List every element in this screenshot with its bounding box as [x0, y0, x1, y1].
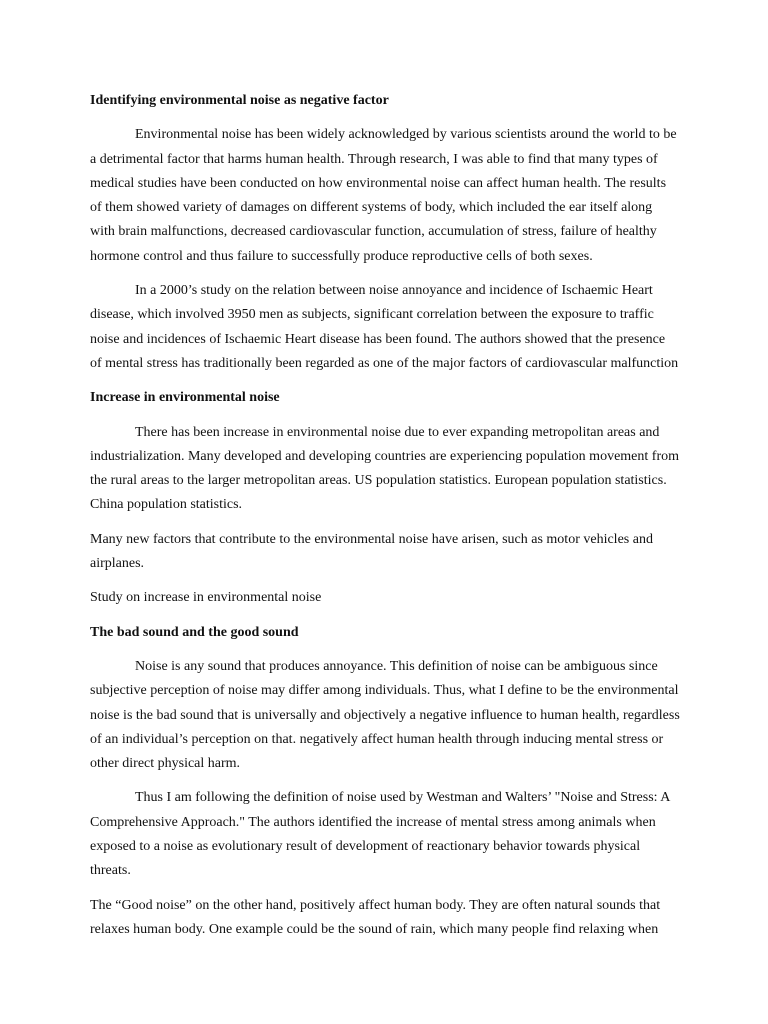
body-paragraph: Environmental noise has been widely acknowledged by various scientists around the world to be a detrimental factor that harms human health. Through research, I was able to find that many types of medical studies have been conducted on how environmental noise can affect human health. The results of them showed variety of damages on different systems of body, which included the ear itself along with brain malfunctions, decreased cardiovascular function, accumulation of stress, failure of healthy hormone control and thus failure to successfully produce reproductive cells of both sexes.: [90, 127, 677, 264]
body-paragraph: Study on increase in environmental noise: [90, 590, 322, 606]
body-paragraph: Noise is any sound that produces annoyance. This definition of noise can be ambiguous since subjective perception of noise may differ among individuals. Thus, what I define to be the environmental noise is the bad sound that is universally and objectively a negative influence to human health, regardless of an individual’s perception on that. negatively affect human health through inducing mental stress or other direct physical harm.: [90, 658, 680, 772]
body-paragraph: There has been increase in environmental noise due to ever expanding metropolitan areas and industrialization. Many developed and developing countries are experiencing population movement from the rural areas to the larger metropolitan areas. US population statistics. European population statistics. China population statistics.: [90, 424, 679, 513]
body-paragraph: Thus I am following the definition of noise used by Westman and Walters’ "Noise and Stress: A Comprehensive Approach." The authors identified the increase of mental stress among animals when exposed to a noise as evolutionary result of development of reactionary behavior towards physical threats.: [90, 790, 670, 879]
body-paragraph: Many new factors that contribute to the environmental noise have arisen, such as motor vehicles and airplanes.: [90, 531, 653, 572]
section-heading: Increase in environmental noise: [90, 390, 280, 406]
body-paragraph: In a 2000’s study on the relation between noise annoyance and incidence of Ischaemic Heart disease, which involved 3950 men as subjects, significant correlation between the exposure to traffic noise and incidences of Ischaemic Heart disease has been found. The authors showed that the presence of mental stress has traditionally been regarded as one of the major factors of cardiovascular malfunction: [90, 283, 679, 371]
section-heading: The bad sound and the good sound: [90, 624, 299, 640]
document-body: [90, 89, 680, 952]
body-paragraph: The “Good noise” on the other hand, positively affect human body. They are often natural sounds that relaxes human body. One example could be the sound of rain, which many people find relaxing when: [90, 897, 661, 937]
section-heading: Identifying environmental noise as negative factor: [90, 93, 389, 108]
